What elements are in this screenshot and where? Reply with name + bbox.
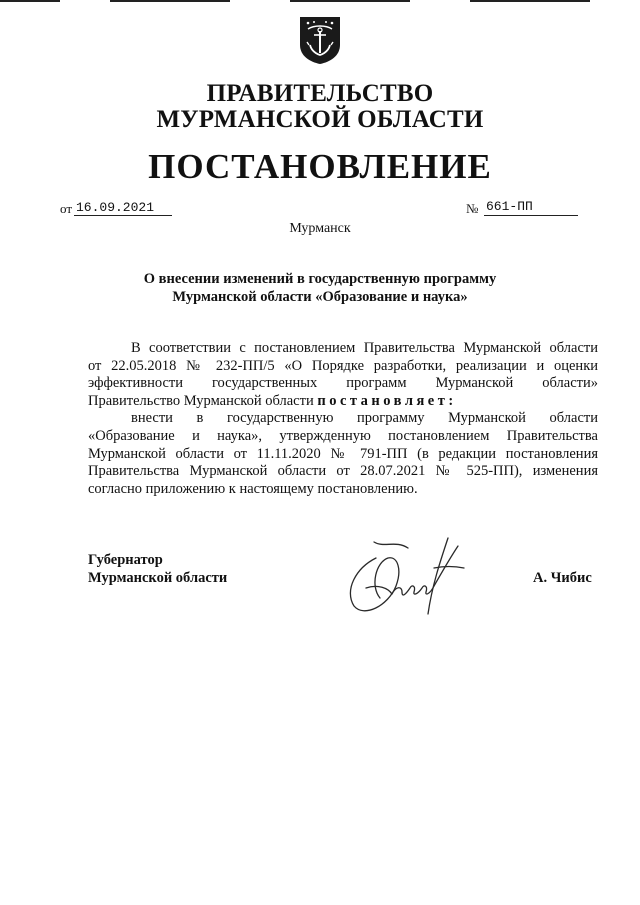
subject-line-2: Мурманской области «Образование и наука» bbox=[172, 289, 468, 305]
body-line: В соответствии с постановлением Правительства Мурманской области bbox=[131, 340, 598, 356]
government-title-line-1: ПРАВИТЕЛЬСТВО bbox=[206, 80, 434, 107]
government-title-line-2: МУРМАНСКОЙ ОБЛАСТИ bbox=[156, 106, 484, 133]
body-line: от 22.05.2018 № 232-ПП/5 «О Порядке разработки, реализации и оценки bbox=[88, 357, 598, 374]
number-underline bbox=[484, 215, 578, 216]
body-line: «Образование и наука», утвержденную постановлением Правительства bbox=[88, 427, 598, 444]
document-body bbox=[88, 340, 598, 498]
subject-line-1: О внесении изменений в государственную программу bbox=[143, 271, 497, 287]
signatory-title-line-1: Губернатор bbox=[88, 552, 163, 568]
signatory-title-line-2: Мурманской области bbox=[88, 570, 228, 586]
date-prefix: от bbox=[60, 201, 73, 216]
body-line: эффективности государственных программ Мурманской области» bbox=[88, 375, 598, 392]
city-name: Мурманск bbox=[289, 221, 351, 236]
number-prefix: № bbox=[466, 201, 479, 216]
body-line: Правительства Мурманской области от 28.07.2021 № 525-ПП), изменения bbox=[88, 463, 598, 480]
handwritten-signature bbox=[336, 528, 486, 620]
body-line: согласно приложению к настоящему постановлению. bbox=[88, 480, 418, 497]
date-underline bbox=[74, 215, 172, 216]
body-line-text: Правительство Мурманской области bbox=[88, 392, 318, 409]
document-date: 16.09.2021 bbox=[76, 200, 155, 215]
body-line: Мурманской области от 11.11.2020 № 791-ПП (в редакции постановления bbox=[88, 445, 598, 462]
document-number: 661-ПП bbox=[486, 199, 533, 214]
body-line bbox=[88, 393, 598, 411]
decree-keyword: постановляет: bbox=[317, 392, 457, 409]
signatory-name: А. Чибис bbox=[533, 570, 592, 586]
body-line: внести в государственную программу Мурманской области bbox=[131, 410, 598, 427]
coat-of-arms-emblem bbox=[298, 15, 342, 65]
document-type-title: ПОСТАНОВЛЕНИЕ bbox=[148, 147, 492, 186]
